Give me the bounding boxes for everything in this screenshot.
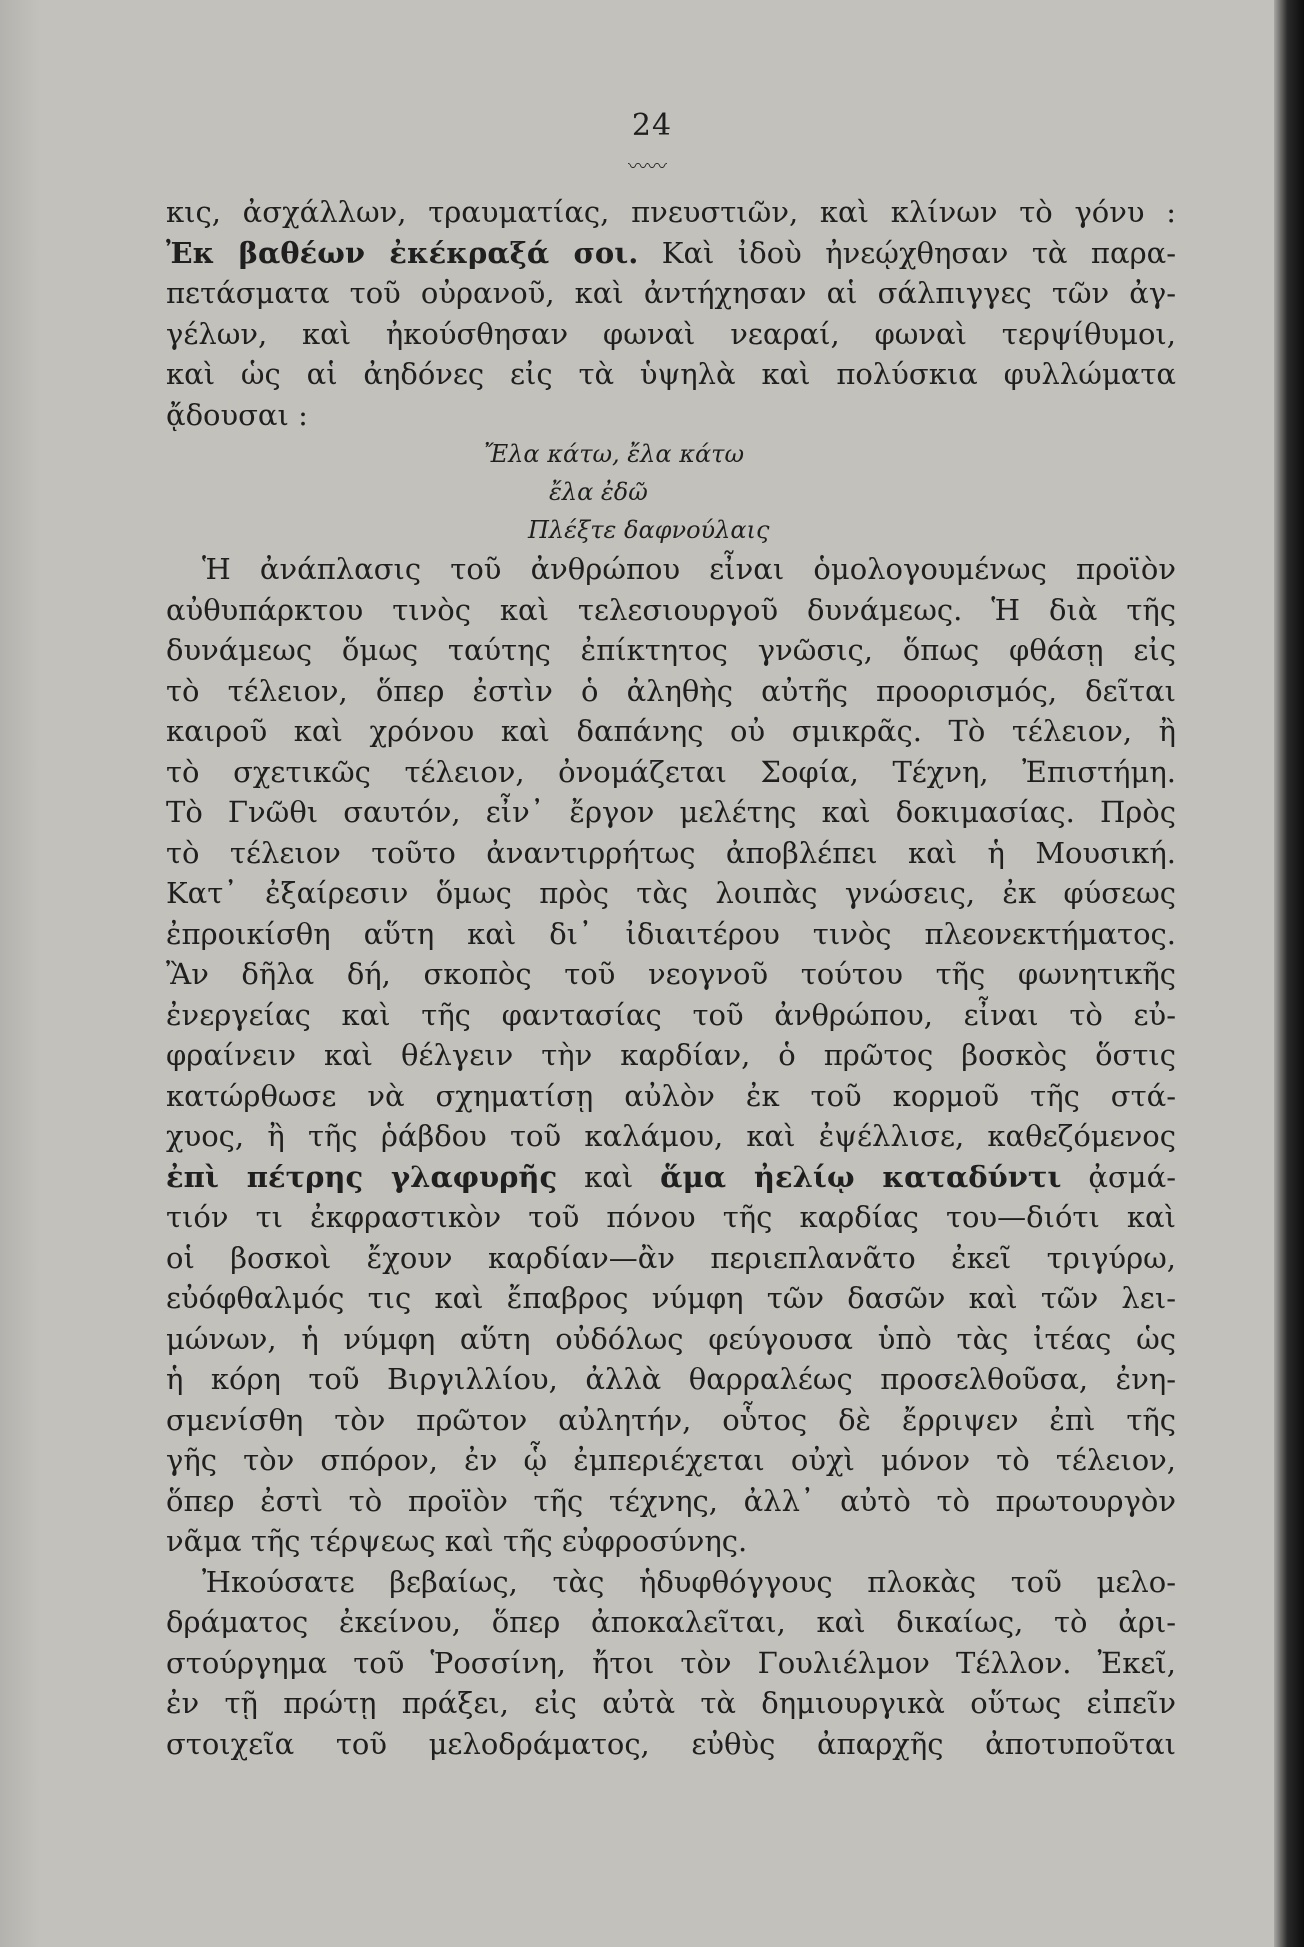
text-line: ἐν τῇ πρώτῃ πράξει, εἰς αὐτὰ τὰ δημιουργικὰ οὕτως εἰπεῖν [166,1686,1176,1720]
text-line: τὸ σχετικῶς τέλειον, ὀνομάζεται Σοφία, Τέχνη, Ἐπιστήμη. [166,754,1176,789]
text-span: Καὶ ἰδοὺ ἠνεῴχθησαν τὰ παρα- [638,235,1177,270]
bold-quote: ἅμα ἠελίῳ καταδύντι [660,1159,1062,1194]
page-header [0,108,1304,143]
verse-line: Ἔλα κάτω, ἔλα κάτω [484,440,745,468]
text-line: Ἡ ἀνάπλασις τοῦ ἀνθρώπου εἶναι ὁμολογουμένως προϊὸν [202,552,1176,586]
text-line: Κατ᾽ ἐξαίρεσιν ὅμως πρὸς τὰς λοιπὰς γνώσεις, ἐκ φύσεως [166,876,1176,910]
text-line: σμενίσθη τὸν πρῶτον αὐλητήν, οὗτος δὲ ἔρριψεν ἐπὶ τῆς [166,1402,1176,1437]
text-line: ἡ κόρη τοῦ Βιργιλλίου, ἀλλὰ θαρραλέως προσελθοῦσα, ἐνη- [166,1362,1176,1396]
body-text [166,192,1176,1764]
text-line: πετάσματα τοῦ οὐρανοῦ, καὶ ἀντήχησαν αἱ σάλπιγγες τῶν ἀγ- [166,276,1176,310]
bold-quote: Ἐκ βαθέων ἐκέκραξά σοι. [166,235,639,270]
bold-quote: ἐπὶ πέτρης γλαφυρῆς [166,1159,558,1194]
text-line: τὸ τέλειον τοῦτο ἀναντιρρήτως ἀποβλέπει καὶ ἡ Μουσική. [166,835,1176,870]
text-line: δυνάμεως ὅμως ταύτης ἐπίκτητος γνῶσις, ὅπως φθάσῃ εἰς [166,633,1176,667]
text-line [166,233,1176,274]
verse-line: ἔλα ἐδῶ [549,478,648,506]
text-line: εὐόφθαλμός τις καὶ ἔπαβρος νύμφη τῶν δασῶν καὶ τῶν λει- [166,1281,1176,1315]
text-line: τιόν τι ἐκφραστικὸν τοῦ πόνου τῆς καρδίας του—διότι καὶ [166,1200,1176,1234]
text-line: οἱ βοσκοὶ ἔχουν καρδίαν—ἂν περιεπλανᾶτο ἐκεῖ τριγύρω, [166,1240,1176,1275]
text-line: δράματος ἐκείνου, ὅπερ ἀποκαλεῖται, καὶ δικαίως, τὸ ἀρι- [166,1605,1176,1639]
text-line: Ἠκούσατε βεβαίως, τὰς ἡδυφθόγγους πλοκὰς τοῦ μελο- [202,1564,1176,1599]
page-number: 24 [631,108,673,143]
page-gutter-shadow [0,0,40,1947]
text-line: γῆς τὸν σπόρον, ἐν ᾧ ἐμπεριέχεται οὐχὶ μόνον τὸ τέλειον, [166,1443,1176,1477]
page-edge-shadow [1274,0,1304,1947]
text-line: Τὸ Γνῶθι σαυτόν, εἶν᾽ ἔργον μελέτης καὶ δοκιμασίας. Πρὸς [166,795,1176,829]
text-line: κατώρθωσε νὰ σχηματίσῃ αὐλὸν ἐκ τοῦ κορμοῦ τῆς στά- [166,1078,1176,1113]
text-line: νᾶμα τῆς τέρψεως καὶ τῆς εὐφροσύνης. [166,1524,748,1558]
text-span: ᾀσμά- [1061,1159,1176,1194]
text-line: ὅπερ ἐστὶ τὸ προϊὸν τῆς τέχνης, ἀλλ᾽ αὐτὸ τὸ πρωτουργὸν [166,1483,1176,1518]
text-line: γέλων, καὶ ἠκούσθησαν φωναὶ νεαραί, φωναὶ τερψίθυμοι, [166,316,1176,351]
verse-line: Πλέξτε δαφνούλαις [528,516,770,544]
ornament-divider: 〰〰 [628,154,666,178]
text-line: ἐπροικίσθη αὕτη καὶ δι᾽ ἰδιαιτέρου τινὸς πλεονεκτήματος. [166,916,1176,951]
text-line [166,1157,1176,1198]
text-line: μώνων, ἡ νύμφη αὕτη οὐδόλως φεύγουσα ὑπὸ τὰς ἰτέας ὡς [166,1321,1176,1356]
text-span: καὶ [557,1159,661,1194]
text-line: ᾄδουσαι : [166,397,308,432]
text-line: χυος, ἢ τῆς ῥάβδου τοῦ καλάμου, καὶ ἐψέλλισε, καθεζόμενος [166,1119,1176,1153]
text-line: στοιχεῖα τοῦ μελοδράματος, εὐθὺς ἀπαρχῆς ἀποτυποῦται [166,1726,1176,1761]
text-line: αὐθυπάρκτου τινὸς καὶ τελεσιουργοῦ δυνάμεως. Ἡ διὰ τῆς [166,592,1176,627]
text-line: Ἂν δῆλα δή, σκοπὸς τοῦ νεογνοῦ τούτου τῆς φωνητικῆς [166,957,1176,991]
text-line: τὸ τέλειον, ὅπερ ἐστὶν ὁ ἀληθὴς αὐτῆς προορισμός, δεῖται [166,673,1176,708]
text-line: ἐνεργείας καὶ τῆς φαντασίας τοῦ ἀνθρώπου, εἶναι τὸ εὐ- [166,997,1176,1032]
text-line: καὶ ὡς αἱ ἀηδόνες εἰς τὰ ὑψηλὰ καὶ πολύσκια φυλλώματα [166,357,1176,391]
text-line: καιροῦ καὶ χρόνου καὶ δαπάνης οὐ σμικρᾶς. Τὸ τέλειον, ἢ [166,714,1176,748]
text-line: στούργημα τοῦ Ῥοσσίνη, ἤτοι τὸν Γουλιέλμον Τέλλον. Ἐκεῖ, [166,1645,1176,1680]
text-line: φραίνειν καὶ θέλγειν τὴν καρδίαν, ὁ πρῶτος βοσκὸς ὅστις [166,1038,1176,1072]
text-line: κις, ἀσχάλλων, τραυματίας, πνευστιῶν, καὶ κλίνων τὸ γόνυ : [166,195,1176,229]
